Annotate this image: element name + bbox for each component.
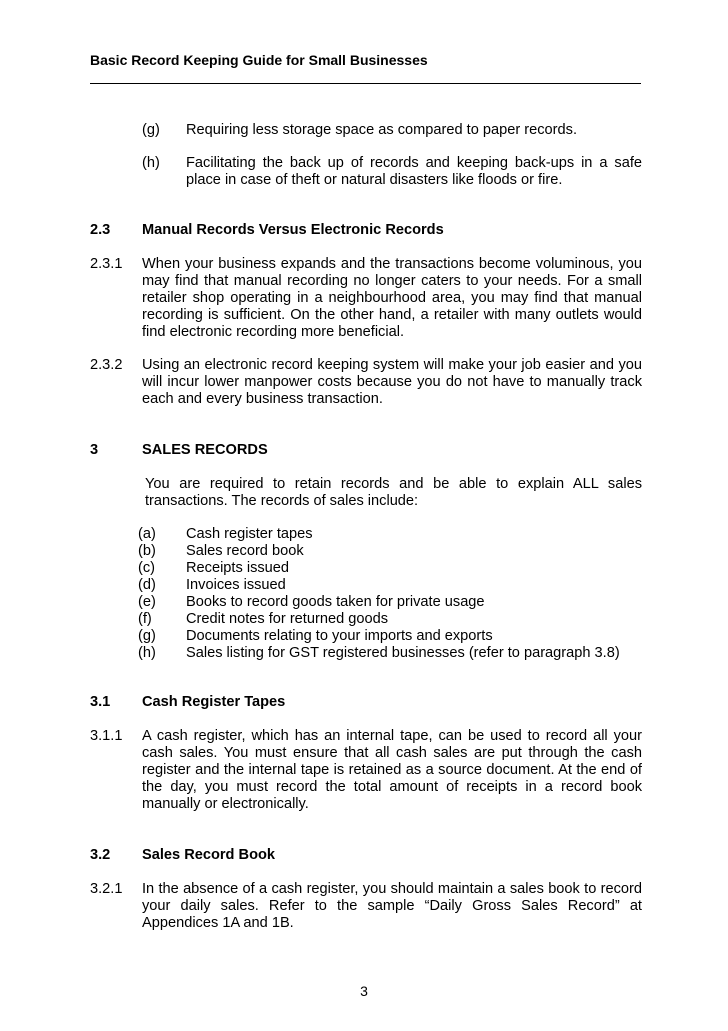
list-label: (c) <box>138 560 156 576</box>
section-heading: Manual Records Versus Electronic Records <box>142 222 444 238</box>
list-label: (g) <box>142 122 160 138</box>
list-label: (g) <box>138 628 156 644</box>
section-number: 3 <box>90 442 99 458</box>
list-item-text-line1: Facilitating the back up of records and keeping back-ups in a safe <box>186 155 642 171</box>
list-item-text: Sales listing for GST registered businesses (refer to paragraph 3.8) <box>186 645 620 661</box>
section-heading: SALES RECORDS <box>142 442 268 458</box>
section-number: 2.3 <box>90 222 111 238</box>
running-header: Basic Record Keeping Guide for Small Businesses <box>90 52 428 68</box>
list-item-text: Documents relating to your imports and exports <box>186 628 493 644</box>
list-label: (b) <box>138 543 156 559</box>
section-intro: You are required to retain records and be able to explain ALL sales transactions. The records of sales include: <box>145 476 642 509</box>
list-item-text: Books to record goods taken for private usage <box>186 594 485 610</box>
list-item-text: Credit notes for returned goods <box>186 611 388 627</box>
list-item-text: Requiring less storage space as compared to paper records. <box>186 122 577 138</box>
paragraph-number: 2.3.1 <box>90 256 123 272</box>
paragraph-number: 3.2.1 <box>90 881 123 897</box>
paragraph-text: In the absence of a cash register, you should maintain a sales book to record your daily sales. Refer to the sample “Daily Gross Sales Record” at Appendices 1A and 1B. <box>142 881 642 931</box>
list-item-text: Invoices issued <box>186 577 286 593</box>
list-item-text: Cash register tapes <box>186 526 313 542</box>
list-label: (f) <box>138 611 152 627</box>
section-heading: Sales Record Book <box>142 847 276 863</box>
list-item-text: Receipts issued <box>186 560 290 576</box>
paragraph-text: Using an electronic record keeping system will make your job easier and you will incur lower manpower costs because you do not have to manually track each and every business transaction. <box>142 357 642 407</box>
paragraph-text: A cash register, which has an internal tape, can be used to record all your cash sales. You must ensure that all cash sales are put through the cash register and the internal tape is retained as a source document. At the end of the day, you must record the total amount of receipts in a record book manually or electronically. <box>142 728 642 812</box>
paragraph-text: When your business expands and the transactions become voluminous, you may find that manual recording no longer caters to your needs. For a small retailer shop operating in a neighbourhood area, you may find that manual recording is sufficient. On the other hand, a retailer with many outlets would find electronic recording more beneficial. <box>142 256 642 340</box>
paragraph-number: 3.1.1 <box>90 728 123 744</box>
header-divider <box>90 83 641 84</box>
list-label: (a) <box>138 526 156 542</box>
list-item-text: Sales record book <box>186 543 304 559</box>
list-item-text-line2: place in case of theft or natural disasters like floods or fire. <box>186 172 563 188</box>
list-label: (h) <box>138 645 156 661</box>
list-label: (h) <box>142 155 160 171</box>
section-number: 3.1 <box>90 694 111 710</box>
list-label: (d) <box>138 577 156 593</box>
page-number: 3 <box>360 983 368 999</box>
section-number: 3.2 <box>90 847 111 863</box>
list-label: (e) <box>138 594 156 610</box>
paragraph-number: 2.3.2 <box>90 357 123 373</box>
section-heading: Cash Register Tapes <box>142 694 286 710</box>
